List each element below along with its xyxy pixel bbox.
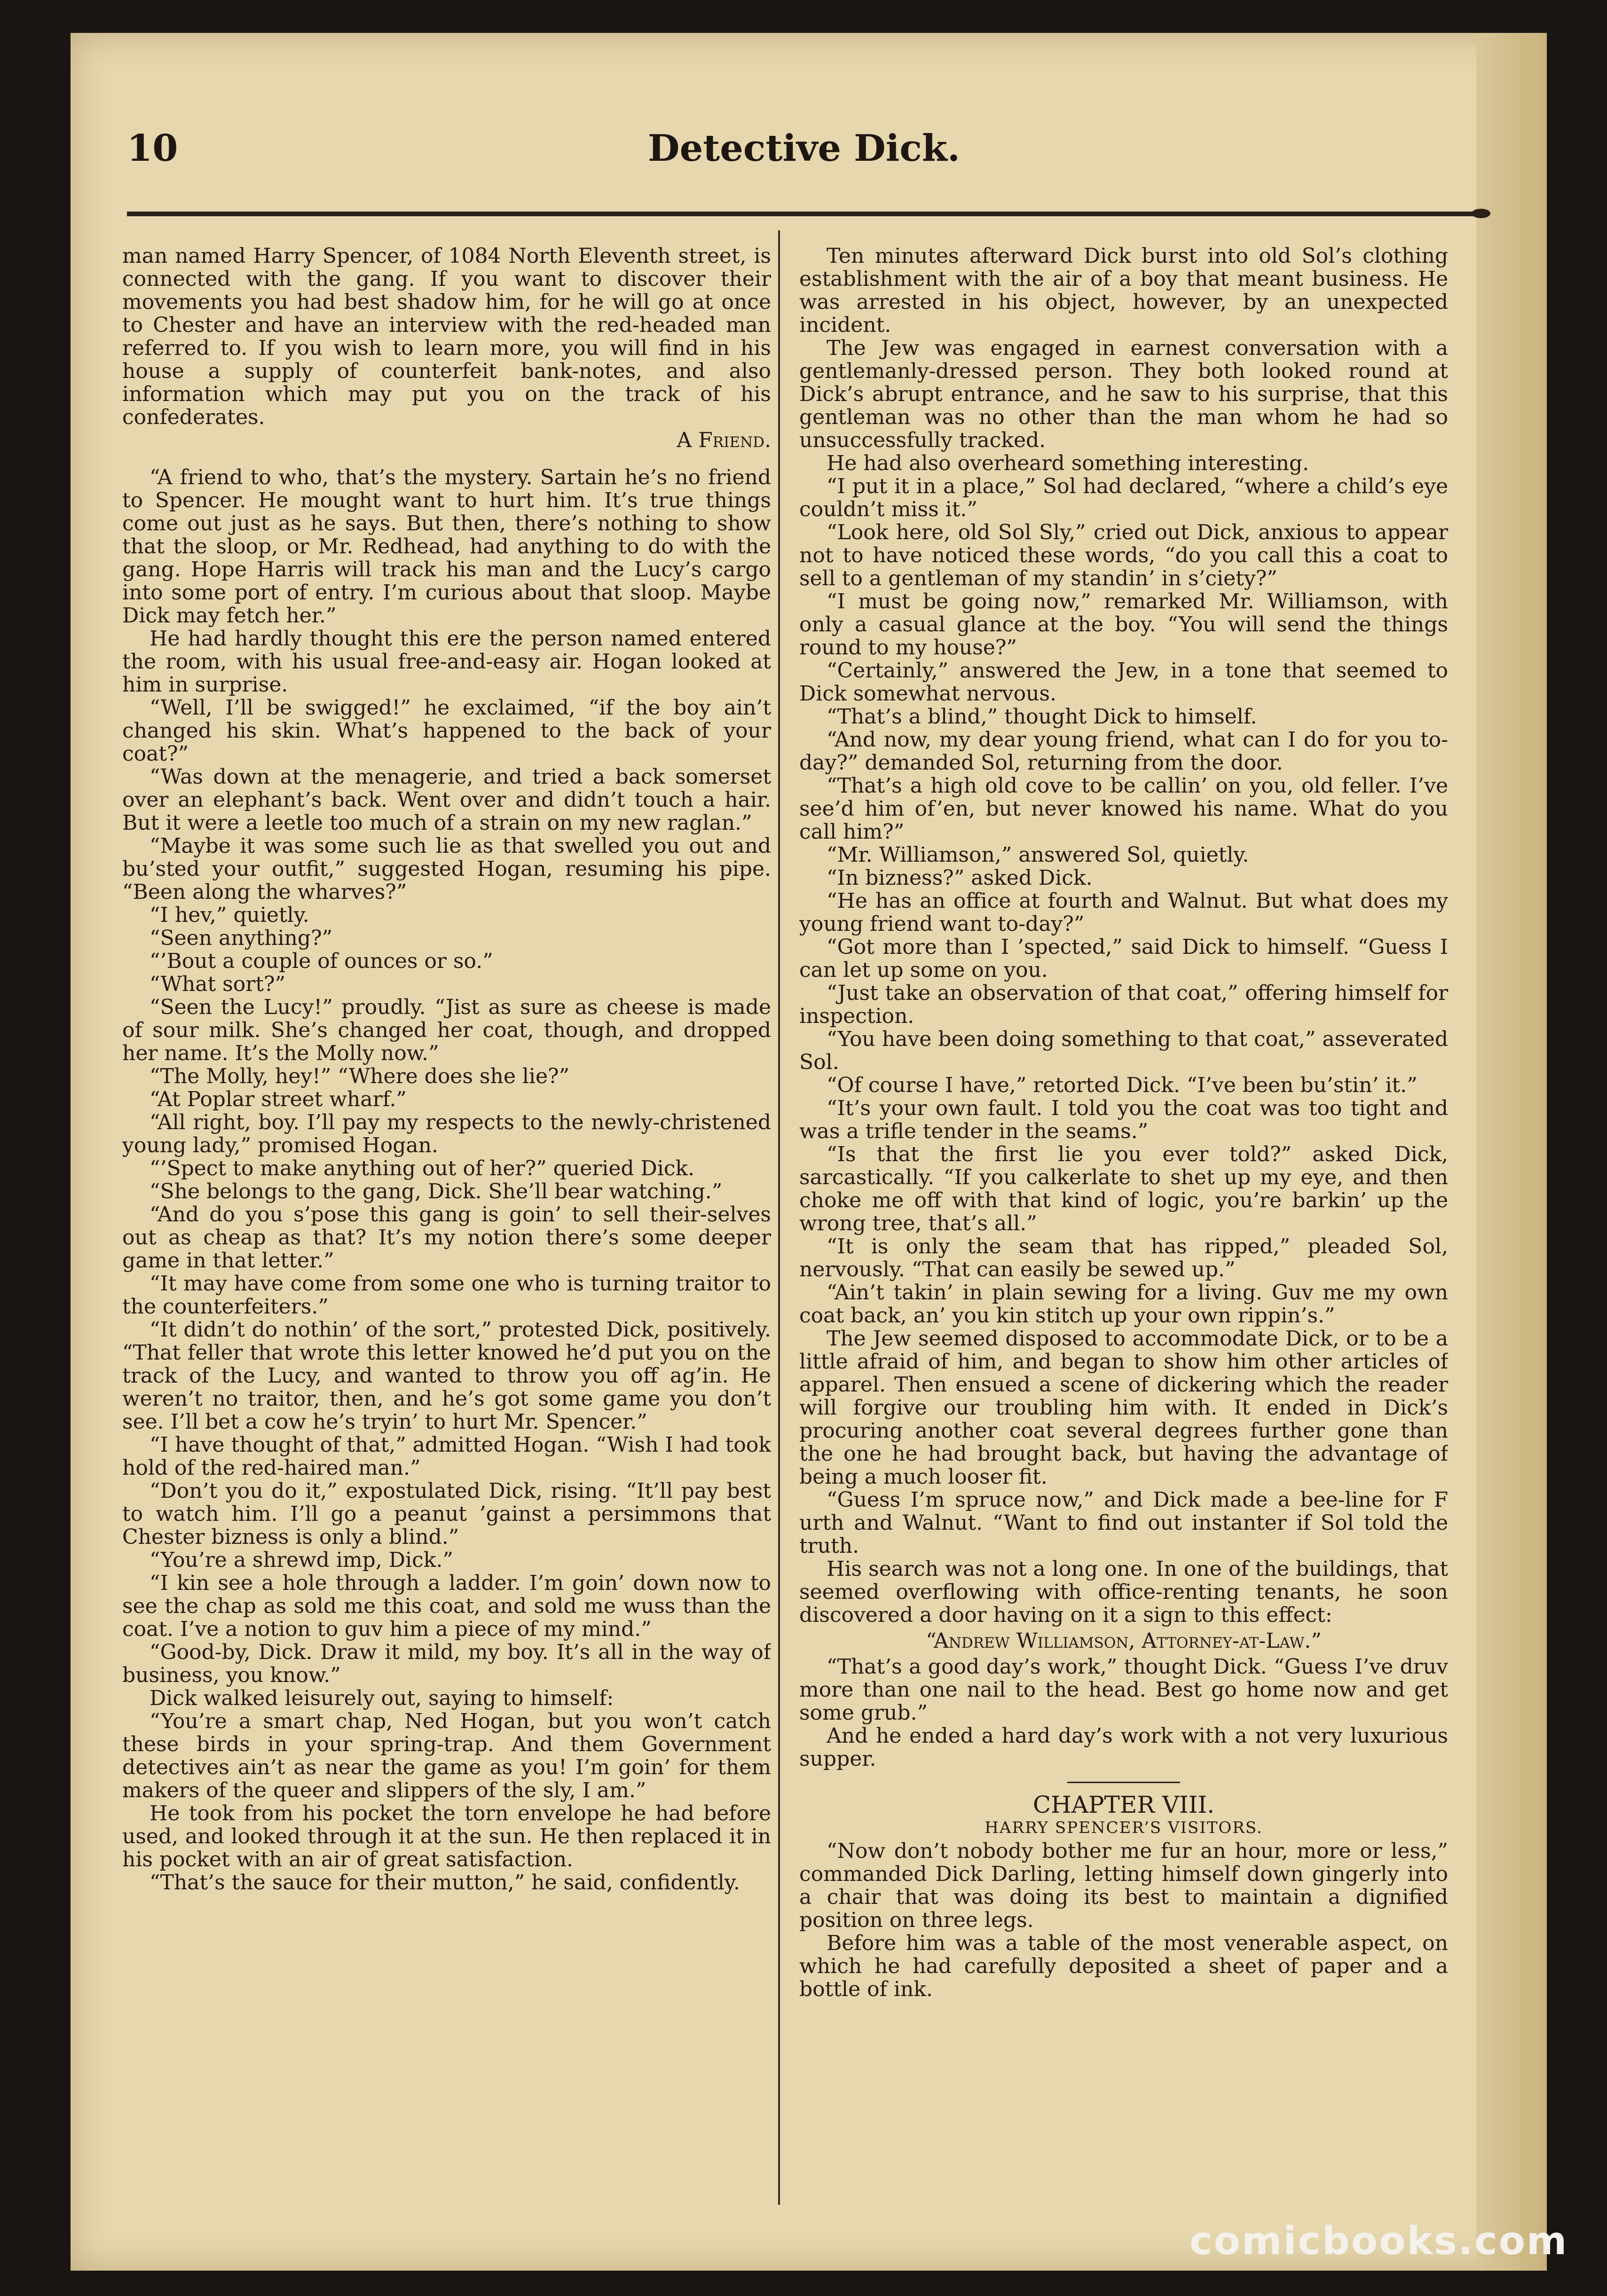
running-title: Detective Dick.	[647, 127, 961, 170]
paragraph: “Now don’t nobody bother me fur an hour, more or less,” commanded Dick Darling, letting himself down gingerly into a chair that was doing its best to maintain a dignified position on three legs.	[799, 1839, 1448, 1932]
page-header	[127, 127, 1481, 197]
chapter-rule	[1067, 1782, 1180, 1783]
paragraph: “Got more than I ’spected,” said Dick to himself. “Guess I can let up some on you.	[799, 935, 1448, 982]
header-rule	[127, 212, 1481, 216]
paragraph: “I hev,” quietly.	[150, 903, 309, 927]
paragraph: “’Bout a couple of ounces or so.”	[150, 949, 493, 973]
paragraph: “And now, my dear young friend, what can I do for you to-day?” demanded Sol, returning from the door.	[799, 728, 1448, 775]
page-number: 10	[127, 127, 178, 170]
paragraph: “What sort?”	[150, 972, 286, 996]
paragraph: Before him was a table of the most venerable aspect, on which he had carefully deposited a sheet of paper and a bottle of ink.	[799, 1931, 1448, 2001]
paragraph: “It’s your own fault. I told you the coat was too tight and was a trifle tender in the seams.”	[799, 1096, 1448, 1143]
paragraph: “Look here, old Sol Sly,” cried out Dick, anxious to appear not to have noticed these words, “do you call this a coat to sell to a gentleman of my standin’ in s’ciety?”	[799, 520, 1448, 590]
paragraph: “It didn’t do nothin’ of the sort,” protested Dick, positively. “That feller that wrote this letter knowed he’d put you on the track of the Lucy, and wanted to throw you off ag’in. He weren’t no traitor, then, and he’s got some game you don’t see. I’ll bet a cow he’s tryin’ to hurt Mr. Spencer.”	[122, 1318, 771, 1434]
paragraph: “In bizness?” asked Dick.	[827, 866, 1093, 890]
paragraph: The Jew was engaged in earnest conversation with a gentlemanly-dressed person. They both looked round at Dick’s abrupt entrance, and he saw to his surprise, that this gentleman was no other than the man whom he had so unsuccessfully tracked.	[799, 336, 1448, 452]
paragraph: “Good-by, Dick. Draw it mild, my boy. It’s all in the way of business, you know.”	[122, 1640, 771, 1687]
paragraph: “She belongs to the gang, Dick. She’ll bear watching.”	[150, 1179, 723, 1203]
paragraph: “Of course I have,” retorted Dick. “I’ve been bu’stin’ it.”	[827, 1073, 1418, 1097]
paragraph: “It may have come from some one who is turning traitor to the counterfeiters.”	[122, 1272, 771, 1319]
paragraph: “That’s the sauce for their mutton,” he said, confidently.	[150, 1871, 740, 1895]
paragraph: “All right, boy. I’ll pay my respects to the newly-christened young lady,” promised Hogan.	[122, 1110, 771, 1157]
paragraph: “Is that the first lie you ever told?” asked Dick, sarcastically. “If you calkerlate to shet up my eye, and then choke me off with that kind of logic, you’re barkin’ up the wrong tree, that’s all.”	[799, 1142, 1448, 1235]
left-column	[122, 244, 771, 2219]
paragraph: “’Spect to make anything out of her?” queried Dick.	[150, 1156, 695, 1180]
watermark-text: comicbooks.com	[1189, 2219, 1568, 2264]
paragraph: “Seen anything?”	[150, 926, 333, 950]
paragraph: “Guess I’m spruce now,” and Dick made a bee-line for F urth and Walnut. “Want to find out instanter if Sol told the truth.	[799, 1488, 1448, 1558]
chapter-heading: CHAPTER VIII.	[1032, 1791, 1215, 1818]
office-sign: “Andrew Williamson, Attorney-at-Law.”	[926, 1629, 1322, 1653]
paragraph: “It is only the seam that has ripped,” pleaded Sol, nervously. “That can easily be sewed up.”	[799, 1234, 1448, 1282]
paragraph: He had hardly thought this ere the person named entered the room, with his usual free-and-easy air. Hogan looked at him in surprise.	[122, 627, 771, 697]
paragraph: Dick walked leisurely out, saying to himself:	[150, 1686, 614, 1710]
paragraph: “You have been doing something to that coat,” asseverated Sol.	[799, 1027, 1448, 1074]
paragraph: “Was down at the menagerie, and tried a back somerset over an elephant’s back. Went over and didn’t touch a hair. But it were a leetle too much of a strain on my new raglan.”	[122, 765, 771, 835]
paragraph: “You’re a shrewd imp, Dick.”	[150, 1548, 453, 1572]
paragraph: Ten minutes afterward Dick burst into old Sol’s clothing establishment with the air of a boy that meant business. He was arrested in his object, however, by an unexpected incident.	[799, 244, 1448, 337]
right-column	[799, 244, 1448, 2219]
paragraph: “That’s a good day’s work,” thought Dick. “Guess I’ve druv more than one nail to the head. Best go home now and get some grub.”	[799, 1655, 1448, 1725]
paragraph: “Just take an observation of that coat,” offering himself for inspection.	[799, 981, 1448, 1028]
paragraph: His search was not a long one. In one of the buildings, that seemed overflowing with office-renting tenants, he soon discovered a door having on it a sign to this effect:	[799, 1557, 1448, 1627]
paragraph: “Don’t you do it,” expostulated Dick, rising. “It’ll pay best to watch him. I’ll go a peanut ’gainst a persimmons that Chester bizness is only a blind.”	[122, 1479, 771, 1549]
paragraph: “Mr. Williamson,” answered Sol, quietly.	[827, 843, 1249, 867]
paragraph: He took from his pocket the torn envelope he had before used, and looked through it at the sun. He then replaced it in his pocket with an air of great satisfaction.	[122, 1801, 771, 1871]
paragraph: “He has an office at fourth and Walnut. But what does my young friend want to-day?”	[799, 889, 1448, 936]
chapter-subtitle: HARRY SPENCER’S VISITORS.	[985, 1818, 1263, 1837]
paragraph: “A friend to who, that’s the mystery. Sartain he’s no friend to Spencer. He mought want to hurt him. It’s true things come out just as he says. But then, there’s nothing to show that the sloop, or Mr. Redhead, had anything to do with the gang. Hope Harris will track his man and the Lucy’s cargo into some port of entry. I’m curious about that sloop. Maybe Dick may fetch her.”	[122, 465, 771, 628]
paragraph: The Jew seemed disposed to accommodate Dick, or to be a little afraid of him, and began to show him other articles of apparel. Then ensued a scene of dickering which the reader will forgive our troubling him with. It ended in Dick’s procuring another coat several degrees further gone than the one he had brought back, but having the advantage of being a much looser fit.	[799, 1327, 1448, 1489]
paragraph: “I must be going now,” remarked Mr. Williamson, with only a casual glance at the boy. “You will send the things round to my house?”	[799, 590, 1448, 660]
paragraph: “I put it in a place,” Sol had declared, “where a child’s eye couldn’t miss it.”	[799, 474, 1448, 521]
letter-signature: A Friend.	[677, 428, 771, 452]
paragraph: “Maybe it was some such lie as that swelled you out and bu’sted your outfit,” suggested Hogan, resuming his pipe. “Been along the wharves?”	[122, 834, 771, 904]
paragraph: “Well, I’ll be swigged!” he exclaimed, “if the boy ain’t changed his skin. What’s happened to the back of your coat?”	[122, 696, 771, 766]
paragraph: “Seen the Lucy!” proudly. “Jist as sure as cheese is made of sour milk. She’s changed her coat, though, and dropped her name. It’s the Molly now.”	[122, 995, 771, 1065]
paragraph: man named Harry Spencer, of 1084 North Eleventh street, is connected with the gang. If you want to discover their movements you had best shadow him, for he will go at once to Chester and have an interview with the red-headed man referred to. If you wish to learn more, you will find in his house a supply of counterfeit bank-notes, and also information which may put you on the track of his confederates.	[122, 244, 771, 429]
paragraph: “The Molly, hey!” “Where does she lie?”	[150, 1064, 570, 1088]
paragraph: And he ended a hard day’s work with a not very luxurious supper.	[799, 1724, 1448, 1771]
page-spine	[1476, 33, 1547, 2271]
paragraph: “That’s a high old cove to be callin’ on you, old feller. I’ve see’d him of’en, but never knowed his name. What do you call him?”	[799, 774, 1448, 844]
paragraph: He had also overheard something interesting.	[827, 451, 1309, 475]
column-divider	[778, 230, 780, 2205]
paragraph: “I kin see a hole through a ladder. I’m goin’ down now to see the chap as sold me this coat, and sold me wuss than the coat. I’ve a notion to guv him a piece of my mind.”	[122, 1571, 771, 1641]
paragraph: “That’s a blind,” thought Dick to himself.	[827, 705, 1257, 729]
paragraph: “Ain’t takin’ in plain sewing for a living. Guv me my own coat back, an’ you kin stitch up your own rippin’s.”	[799, 1281, 1448, 1328]
paragraph: “Certainly,” answered the Jew, in a tone that seemed to Dick somewhat nervous.	[799, 659, 1448, 706]
paragraph: “At Poplar street wharf.”	[150, 1087, 407, 1111]
paragraph: “I have thought of that,” admitted Hogan. “Wish I had took hold of the red-haired man.”	[122, 1433, 771, 1480]
paragraph: “And do you s’pose this gang is goin’ to sell their-selves out as cheap as that? It’s my notion there’s some deeper game in that letter.”	[122, 1203, 771, 1273]
book-page	[71, 33, 1547, 2271]
paragraph: “You’re a smart chap, Ned Hogan, but you won’t catch these birds in your spring-trap. And them Government detectives ain’t as near the game as you! I’m goin’ for them makers of the queer and slippers of the sly, I am.”	[122, 1709, 771, 1802]
